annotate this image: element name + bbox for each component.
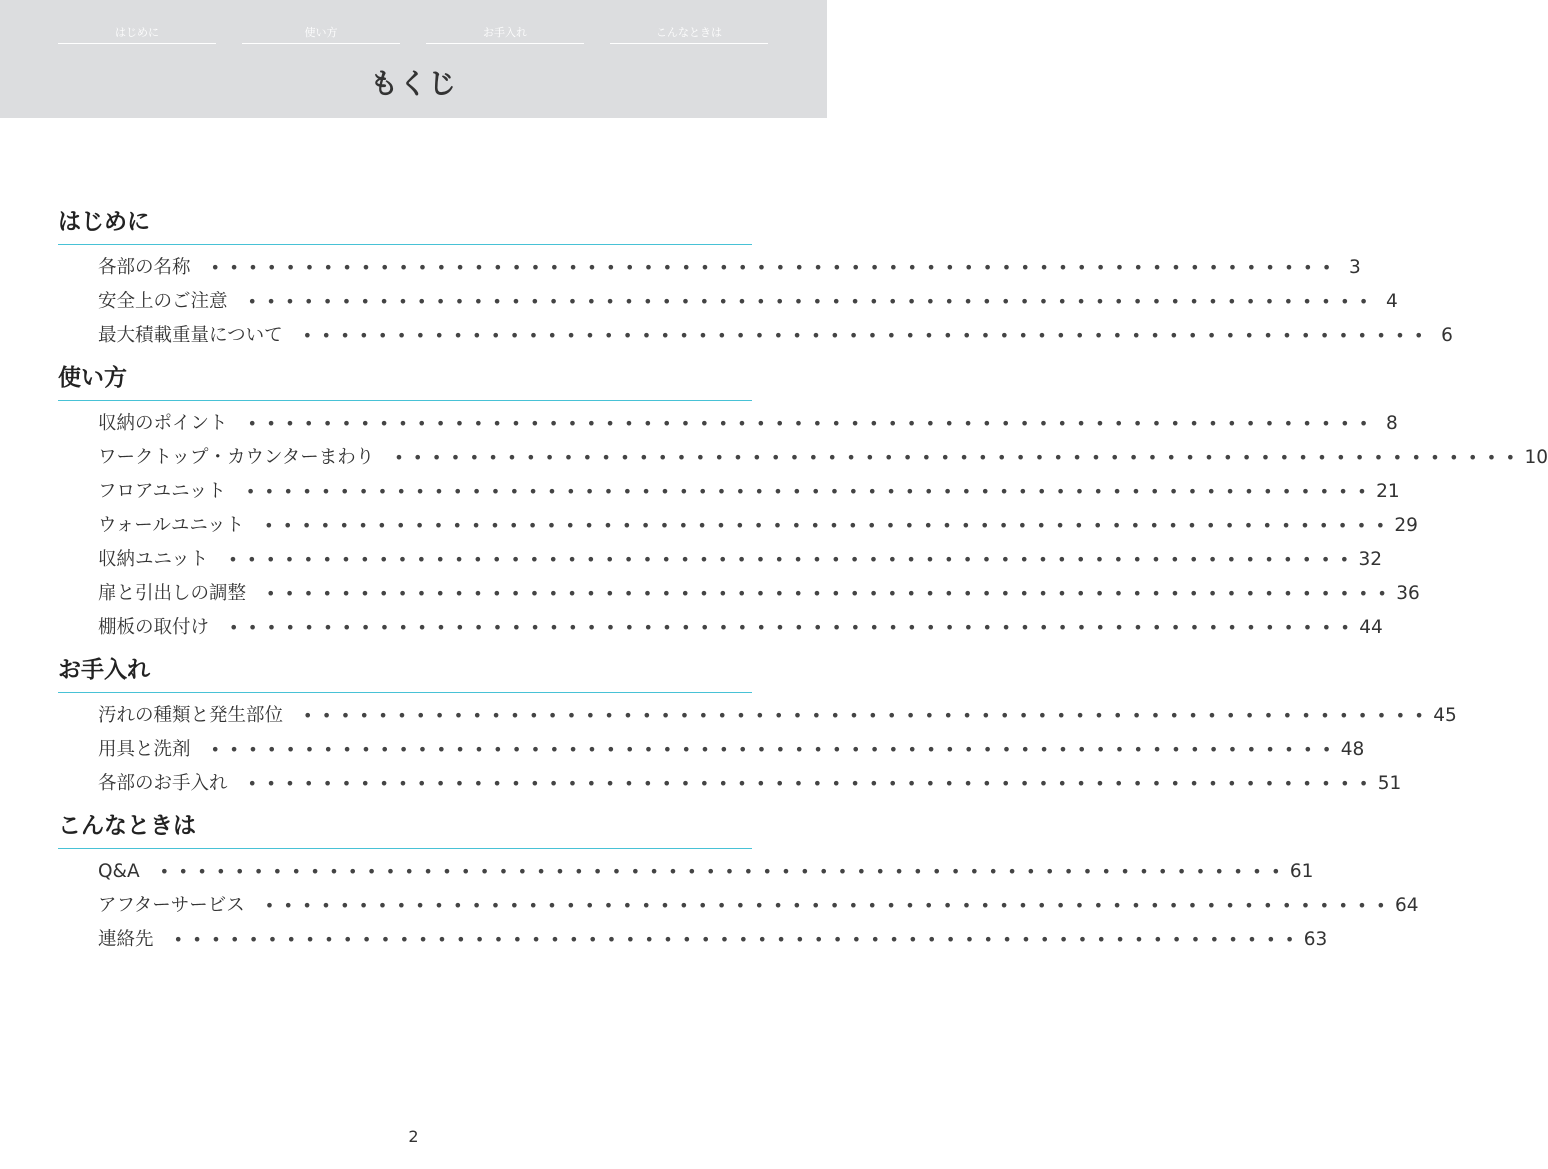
dot-leader: •••••••••••••••••••••••••••••••••••••••••••••••••••••••••••• <box>303 706 1434 725</box>
toc-entry-page: 44 <box>1359 617 1383 638</box>
dot-leader: •••••••••••••••••••••••••••••••••••••••••••••••••••••••••••• <box>173 930 1304 949</box>
tab-hajimeni[interactable]: はじめに <box>58 24 216 44</box>
dot-leader: •••••••••••••••••••••••••••••••••••••••••••••••••••••••••••• <box>210 258 1341 277</box>
toc-entry[interactable] <box>58 889 1419 923</box>
toc-entry-page: 4 <box>1385 291 1398 312</box>
toc-entry[interactable] <box>58 407 1398 441</box>
dot-leader: •••••••••••••••••••••••••••••••••••••••••••••••••••••••••••• <box>266 584 1397 603</box>
toc-entry-page: 64 <box>1394 895 1419 916</box>
dot-leader: •••••••••••••••••••••••••••••••••••••••••••••••••••••••••••• <box>245 482 1377 501</box>
dot-leader: •••••••••••••••••••••••••••••••••••••••••••••••••••••••••••• <box>229 618 1360 637</box>
toc-entry-label: 各部のお手入れ <box>98 773 228 794</box>
toc-entry-page: 32 <box>1358 549 1383 570</box>
section-title: こんなときは <box>58 809 752 849</box>
toc-entry-page: 51 <box>1377 773 1402 794</box>
toc-entry-label: 用具と洗剤 <box>98 739 191 760</box>
tab-tsukaikata[interactable]: 使い方 <box>242 24 400 44</box>
toc-entry[interactable] <box>58 543 1383 577</box>
toc-entry-page: 45 <box>1433 705 1457 726</box>
toc-entry-page: 36 <box>1396 583 1420 604</box>
toc-entry-label: Q&A <box>98 861 140 882</box>
dot-leader: •••••••••••••••••••••••••••••••••••••••••••••••••••••••••••• <box>247 774 1378 793</box>
toc-entry-page: 6 <box>1441 325 1453 346</box>
tab-konnatokiwa[interactable]: こんなときは <box>610 24 768 44</box>
table-of-contents <box>58 205 1548 957</box>
tab-oteire[interactable]: お手入れ <box>426 24 584 44</box>
toc-entry-page: 29 <box>1394 515 1418 536</box>
toc-entry-page: 61 <box>1289 861 1314 882</box>
dot-leader: •••••••••••••••••••••••••••••••••••••••••••••••••••••••••••• <box>264 896 1395 915</box>
toc-entry-label: ワークトップ・カウンターまわり <box>98 447 375 468</box>
toc-entry[interactable] <box>58 733 1365 767</box>
section-title: はじめに <box>58 205 752 245</box>
toc-entry[interactable] <box>58 509 1418 543</box>
toc-section <box>58 653 1457 801</box>
toc-entry-label: 扉と引出しの調整 <box>98 583 247 604</box>
toc-entry-label: 最大積載重量について <box>98 325 283 346</box>
toc-entry[interactable] <box>58 319 1453 353</box>
toc-section <box>58 809 1419 957</box>
page-header <box>0 0 827 118</box>
page-title: もくじ <box>369 67 457 100</box>
toc-entry[interactable] <box>58 285 1398 319</box>
section-title: お手入れ <box>58 653 752 693</box>
toc-entry-page: 63 <box>1303 929 1328 950</box>
dot-leader: •••••••••••••••••••••••••••••••••••••••••••••••••••••••••••• <box>264 516 1395 535</box>
toc-entry-label: アフターサービス <box>98 895 245 916</box>
toc-entry-label: 汚れの種類と発生部位 <box>98 705 284 726</box>
toc-entry[interactable] <box>58 855 1314 889</box>
toc-entry[interactable] <box>58 475 1400 509</box>
dot-leader: •••••••••••••••••••••••••••••••••••••••••••••••••••••••••••• <box>394 448 1525 467</box>
dot-leader: •••••••••••••••••••••••••••••••••••••••••••••••••••••••••••• <box>228 550 1359 569</box>
toc-entry-label: 各部の名称 <box>98 257 191 278</box>
toc-entry[interactable] <box>58 577 1420 611</box>
dot-leader: •••••••••••••••••••••••••••••••••••••••••••••••••••••••••••• <box>210 740 1341 759</box>
dot-leader: •••••••••••••••••••••••••••••••••••••••••••••••••••••••••••• <box>247 414 1378 433</box>
section-title: 使い方 <box>58 361 752 401</box>
toc-entry-page: 10 <box>1524 447 1548 468</box>
toc-entry[interactable] <box>58 251 1361 285</box>
page-number: 2 <box>408 1127 419 1146</box>
toc-entry-page: 8 <box>1385 413 1398 434</box>
toc-entry-page: 21 <box>1376 481 1400 502</box>
toc-entry-label: フロアユニット <box>98 481 226 502</box>
toc-section <box>58 361 1548 645</box>
toc-entry[interactable] <box>58 767 1402 801</box>
toc-entry[interactable] <box>58 923 1328 957</box>
toc-entry[interactable] <box>58 441 1548 475</box>
toc-entry-label: ウォールユニット <box>98 515 245 536</box>
dot-leader: •••••••••••••••••••••••••••••••••••••••••••••••••••••••••••• <box>159 862 1290 881</box>
toc-entry-page: 3 <box>1348 257 1361 278</box>
toc-section <box>58 205 1453 353</box>
toc-entry-label: 棚板の取付け <box>98 617 210 638</box>
toc-entry-label: 連絡先 <box>98 929 154 950</box>
dot-leader: •••••••••••••••••••••••••••••••••••••••••••••••••••••••••••• <box>247 292 1378 311</box>
toc-entry-label: 安全上のご注意 <box>98 291 228 312</box>
toc-entry-label: 収納のポイント <box>98 413 228 434</box>
toc-entry[interactable] <box>58 611 1383 645</box>
toc-entry-label: 収納ユニット <box>98 549 209 570</box>
toc-entry[interactable] <box>58 699 1457 733</box>
chapter-tabs <box>0 24 827 46</box>
toc-entry-page: 48 <box>1340 739 1365 760</box>
dot-leader: •••••••••••••••••••••••••••••••••••••••••••••••••••••••••••• <box>302 326 1433 345</box>
